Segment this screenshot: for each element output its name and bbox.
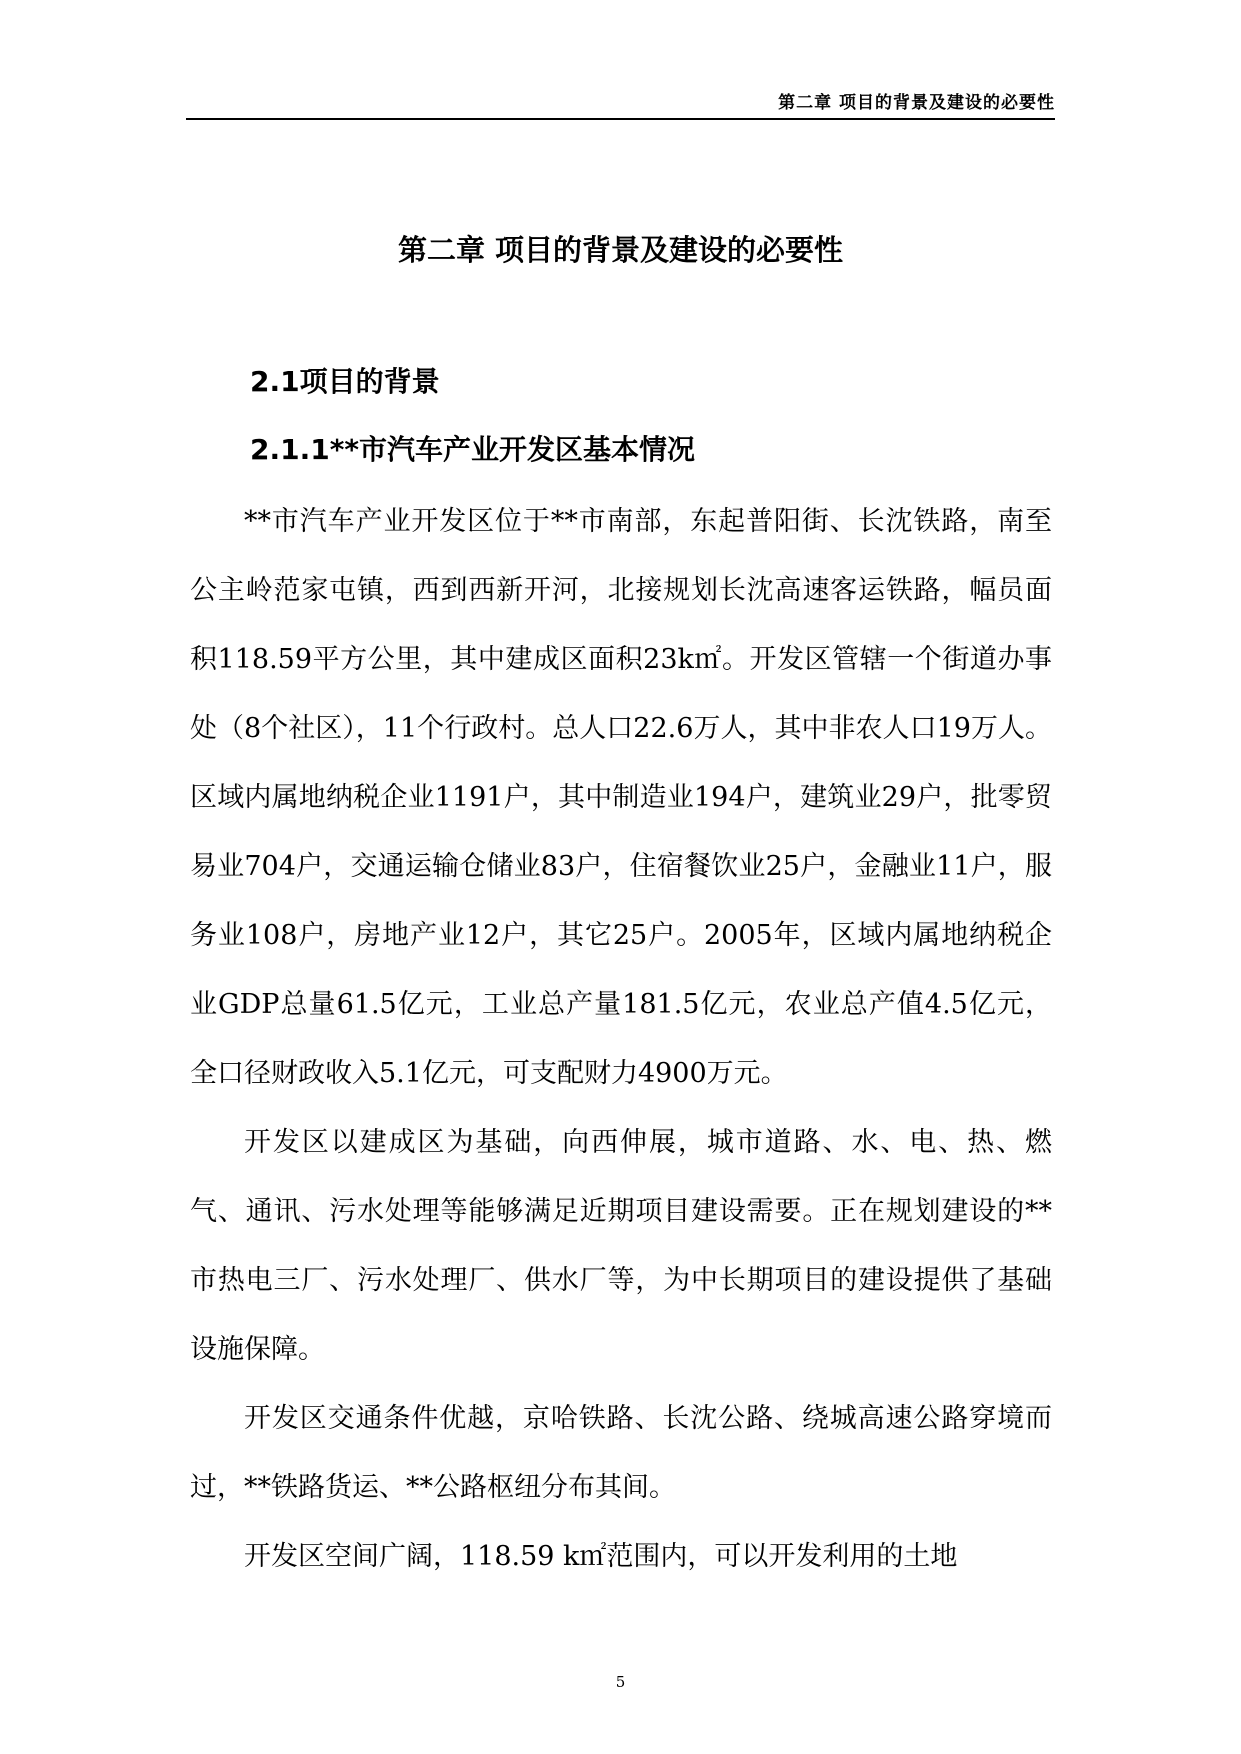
paragraph-infrastructure: 开发区以建成区为基础，向西伸展，城市道路、水、电、热、燃气、通讯、污水处理等能够满足近期项目建设需要。正在规划建设的**市热电三厂、污水处理厂、供水厂等，为中长期项目的建设提供了基础设施保障。 xyxy=(190,1127,1052,1365)
running-header: 第二章 项目的背景及建设的必要性 xyxy=(778,93,1055,113)
paragraph-transport: 开发区交通条件优越，京哈铁路、长沈公路、绕城高速公路穿境而过，**铁路货运、**公路枢纽分布其间。 xyxy=(190,1403,1052,1503)
paragraph-space: 开发区空间广阔，118.59 k㎡范围内，可以开发利用的土地 xyxy=(244,1541,958,1572)
body-text xyxy=(190,487,1052,1591)
header-rule xyxy=(186,118,1055,120)
chapter-title: 第二章 项目的背景及建设的必要性 xyxy=(397,233,844,267)
page-number: 5 xyxy=(615,1673,626,1691)
paragraph-overview: **市汽车产业开发区位于**市南部，东起普阳街、长沈铁路，南至公主岭范家屯镇，西到西新开河，北接规划长沈高速客运铁路，幅员面积118.59平方公里，其中建成区面积23k㎡。开发区管辖一个街道办事处（8个社区），11个行政村。总人口22.6万人，其中非农人口19万人。区域内属地纳税企业1191户，其中制造业194户，建筑业29户，批零贸易业704户，交通运输仓储业83户，住宿餐饮业25户，金融业11户，服务业108户，房地产业12户，其它25户。2005年，区域内属地纳税企业GDP总量61.5亿元，工业总产量181.5亿元，农业总产值4.5亿元，全口径财政收入5.1亿元，可支配财力4900万元。 xyxy=(190,506,1052,1089)
section-heading-2-1-1: 2.1.1**市汽车产业开发区基本情况 xyxy=(250,433,696,466)
section-heading-2-1: 2.1项目的背景 xyxy=(250,365,440,398)
